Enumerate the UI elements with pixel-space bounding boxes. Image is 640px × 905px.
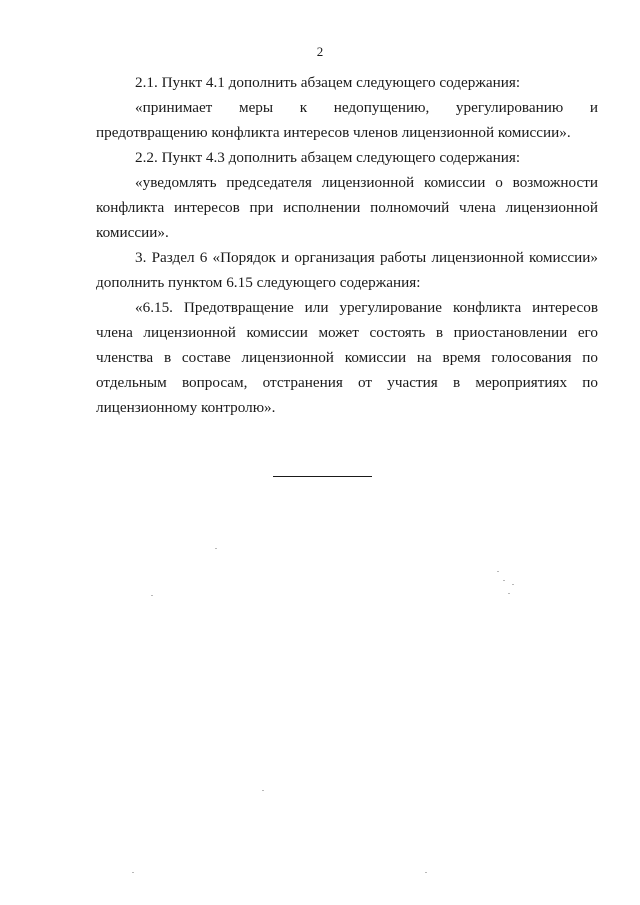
paragraph-3: 3. Раздел 6 «Порядок и организация работы лицензионной комиссии» дополнить пунктом 6.15 следующего содержания: bbox=[96, 249, 598, 291]
scan-speck bbox=[497, 571, 499, 572]
scan-speck bbox=[425, 872, 427, 873]
paragraph-6-15-quote: «6.15. Предотвращение или урегулирование конфликта интересов члена лицензионной комиссии может состоять в приостановлении его членства в составе лицензионной комиссии на время голосования по отдельным вопросам, отстранения от участия в мероприятиях по лицензионному контролю». bbox=[96, 299, 598, 416]
paragraph-2-1-quote: «принимает меры к недопущению, урегулированию и предотвращению конфликта интересов членов лицензионной комиссии». bbox=[96, 99, 598, 141]
closing-divider-line bbox=[273, 476, 372, 477]
document-body bbox=[96, 70, 598, 420]
paragraph-2-2-quote: «уведомлять председателя лицензионной комиссии о возможности конфликта интересов при исполнении полномочий члена лицензионной комиссии». bbox=[96, 174, 598, 241]
paragraph-2-1: 2.1. Пункт 4.1 дополнить абзацем следующего содержания: bbox=[135, 74, 521, 91]
scan-speck bbox=[151, 595, 153, 596]
scan-speck bbox=[215, 548, 217, 549]
page-number: 2 bbox=[316, 44, 324, 59]
scan-speck bbox=[132, 872, 134, 873]
scan-speck bbox=[503, 580, 505, 581]
scan-speck bbox=[508, 593, 510, 594]
paragraph-2-2: 2.2. Пункт 4.3 дополнить абзацем следующего содержания: bbox=[135, 149, 521, 166]
scan-speck bbox=[512, 584, 514, 585]
scan-speck bbox=[262, 790, 264, 791]
